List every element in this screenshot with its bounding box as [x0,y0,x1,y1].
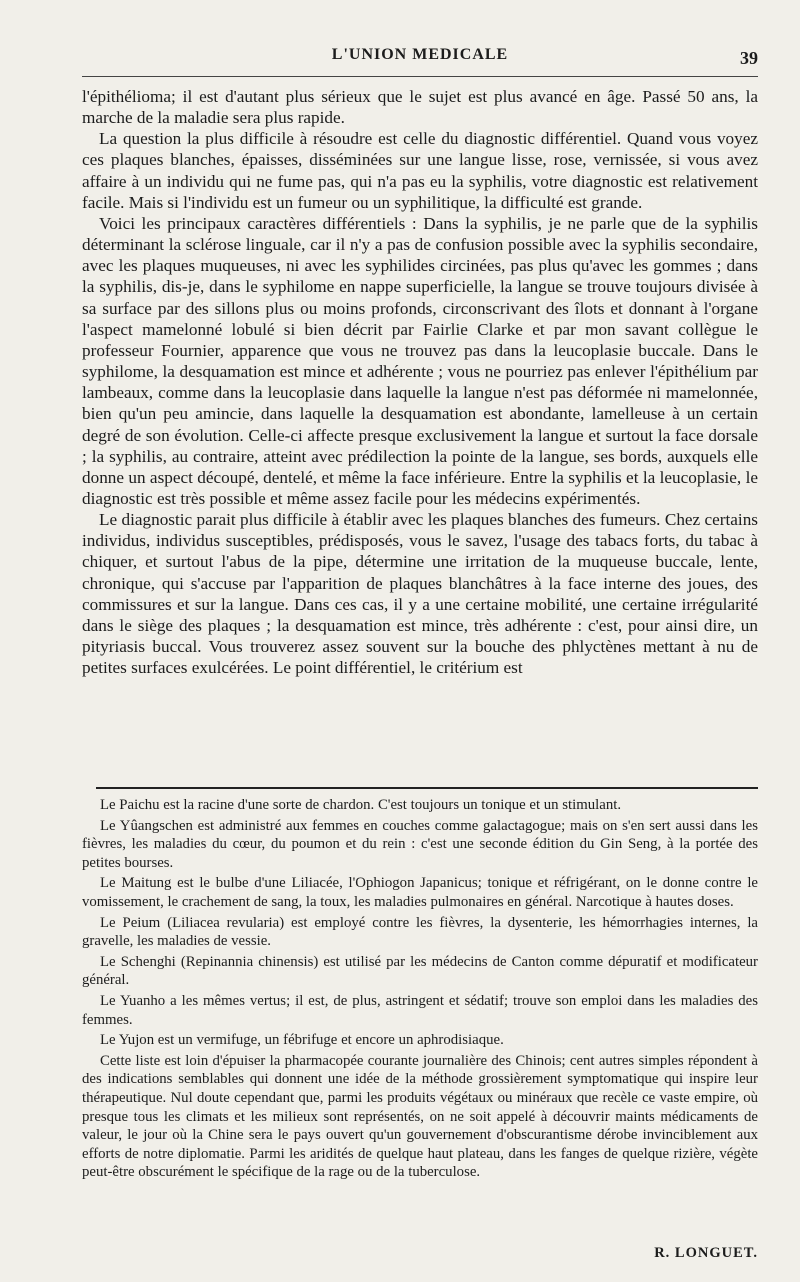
running-head: L'UNION MEDICALE [331,46,509,63]
footnotes [82,796,758,1184]
body-paragraph: Le diagnostic parait plus difficile à établir avec les plaques blanches des fumeurs. Chez certains individus, individus susceptibles, prédisposés, vous le savez, l'usage des tabacs forts, du tabac à chiquer, et surtout l'abus de la pipe, détermine une irritation de la muqueuse buccale, lente, chronique, qui s'accuse par l'apparition de plaques blanchâtres à la face interne des joues, des commissures et sur la langue. Dans ces cas, il y a une certaine mobilité, une certaine irrégularité dans le siège des plaques ; la desquamation est mince, très adhérente : c'est, pour ainsi dire, un pityriasis buccal. Vous trouverez assez souvent sur la bouche des phlyctènes mettant à nu de petites surfaces exulcérées. Le point différentiel, le critérium est [82,510,758,678]
footnote: Cette liste est loin d'épuiser la pharmacopée courante journalière des Chinois; cent autres simples répondent à des indications semblables qui donnent une idée de la méthode grossièrement symptomatique qui inspire leur thérapeutique. Nul doute cependant que, parmi les produits végétaux ou minéraux que recèle ce vaste empire, où presque tous les climats et les milieux sont représentés, on ne soit appelé à découvrir maints médicaments de valeur, le jour où la Chine sera le pays ouvert qu'un gouvernement d'obscurantisme dérobe invinciblement aux efforts de notre diplomatie. Parmi les aridités de quelque haut plateau, dans les fanges de quelque rizière, végète peut-être obscurément le spécifique de la rage ou de la tuberculose. [82,1052,758,1181]
footnote: Le Yûangschen est administré aux femmes en couches comme galactagogue; mais on s'en sert aussi dans les fièvres, les maladies du cœur, du poumon et du rein : c'est une seconde édition du Gin Seng, à la portée des petites bourses. [82,817,758,871]
footnote: Le Yuanho a les mêmes vertus; il est, de plus, astringent et sédatif; trouve son emploi dans les maladies des femmes. [82,992,758,1028]
footnote: Le Yujon est un vermifuge, un fébrifuge et encore un aphrodisiaque. [100,1032,504,1049]
footnote: Le Schenghi (Repinannia chinensis) est utilisé par les médecins de Canton comme dépuratif et modificateur général. [82,953,758,989]
footnote-rule [96,787,758,789]
footnote: Le Paichu est la racine d'une sorte de chardon. C'est toujours un tonique et un stimulant. [100,797,622,813]
page-number: 39 [740,48,758,68]
footnote: Le Peium (Liliacea revularia) est employé contre les fièvres, la dysenterie, les hémorrhagies internes, la gravelle, les maladies de vessie. [82,914,758,950]
body-paragraph: Voici les principaux caractères différentiels : Dans la syphilis, je ne parle que de la syphilis déterminant la sclérose linguale, car il n'y a pas de confusion possible avec la syphilis secondaire, avec les plaques muqueuses, ni avec les syphilides circinées, pas plus qu'avec les gommes ; dans la syphilis, dis-je, dans le syphilome en nappe superficielle, la langue se trouve toujours divisée à sa surface par des sillons plus ou moins profonds, circonscrivant des îlots et donnant à l'organe l'aspect mamelonné lobulé si bien décrit par Fairlie Clarke et par mon savant collègue le professeur Fournier, apparence que vous ne trouvez pas dans la leucoplasie buccale. Dans le syphilome, la desquamation est mince et adhérente ; vous ne pourriez pas enlever l'épithélium par lambeaux, comme dans la leucoplasie dans laquelle la langue n'est pas déformée ni mamelonnée, bien qu'un peu amincie, dans laquelle la desquamation est abondante, lamelleuse à un certain degré de son évolution. Celle-ci affecte presque exclusivement la langue et surtout la face dorsale ; la syphilis, au contraire, atteint avec prédilection la pointe de la langue, ses bords, auxquels elle donne un aspect découpé, dentelé, et même la face inférieure. Entre la syphilis et la leucoplasie, le diagnostic est très possible et même assez facile pour les médecins expérimentés. [82,213,758,508]
footnote: Le Maitung est le bulbe d'une Liliacée, l'Ophiogon Japanicus; tonique et réfrigérant, on le donne contre le vomissement, le crachement de sang, la toux, les maladies pulmonaires en général. Narcotique à hautes doses. [82,875,758,910]
body-paragraph: l'épithélioma; il est d'autant plus sérieux que le sujet est plus avancé en âge. Passé 50 ans, la marche de la maladie sera plus rapide. [82,87,758,128]
author-signature: R. LONGUET. [654,1245,758,1261]
page-header [82,42,758,72]
body-text [82,86,758,678]
body-paragraph: La question la plus difficile à résoudre est celle du diagnostic différentiel. Quand vous voyez ces plaques blanches, épaisses, disséminées sur une langue lisse, rose, vernissée, si vous avez affaire à un individu qui ne fume pas, qui n'a pas eu la syphilis, votre diagnostic est relativement facile. Mais si l'individu est un fumeur ou un syphilitique, la difficulté est grande. [82,129,758,212]
header-rule [82,76,758,77]
